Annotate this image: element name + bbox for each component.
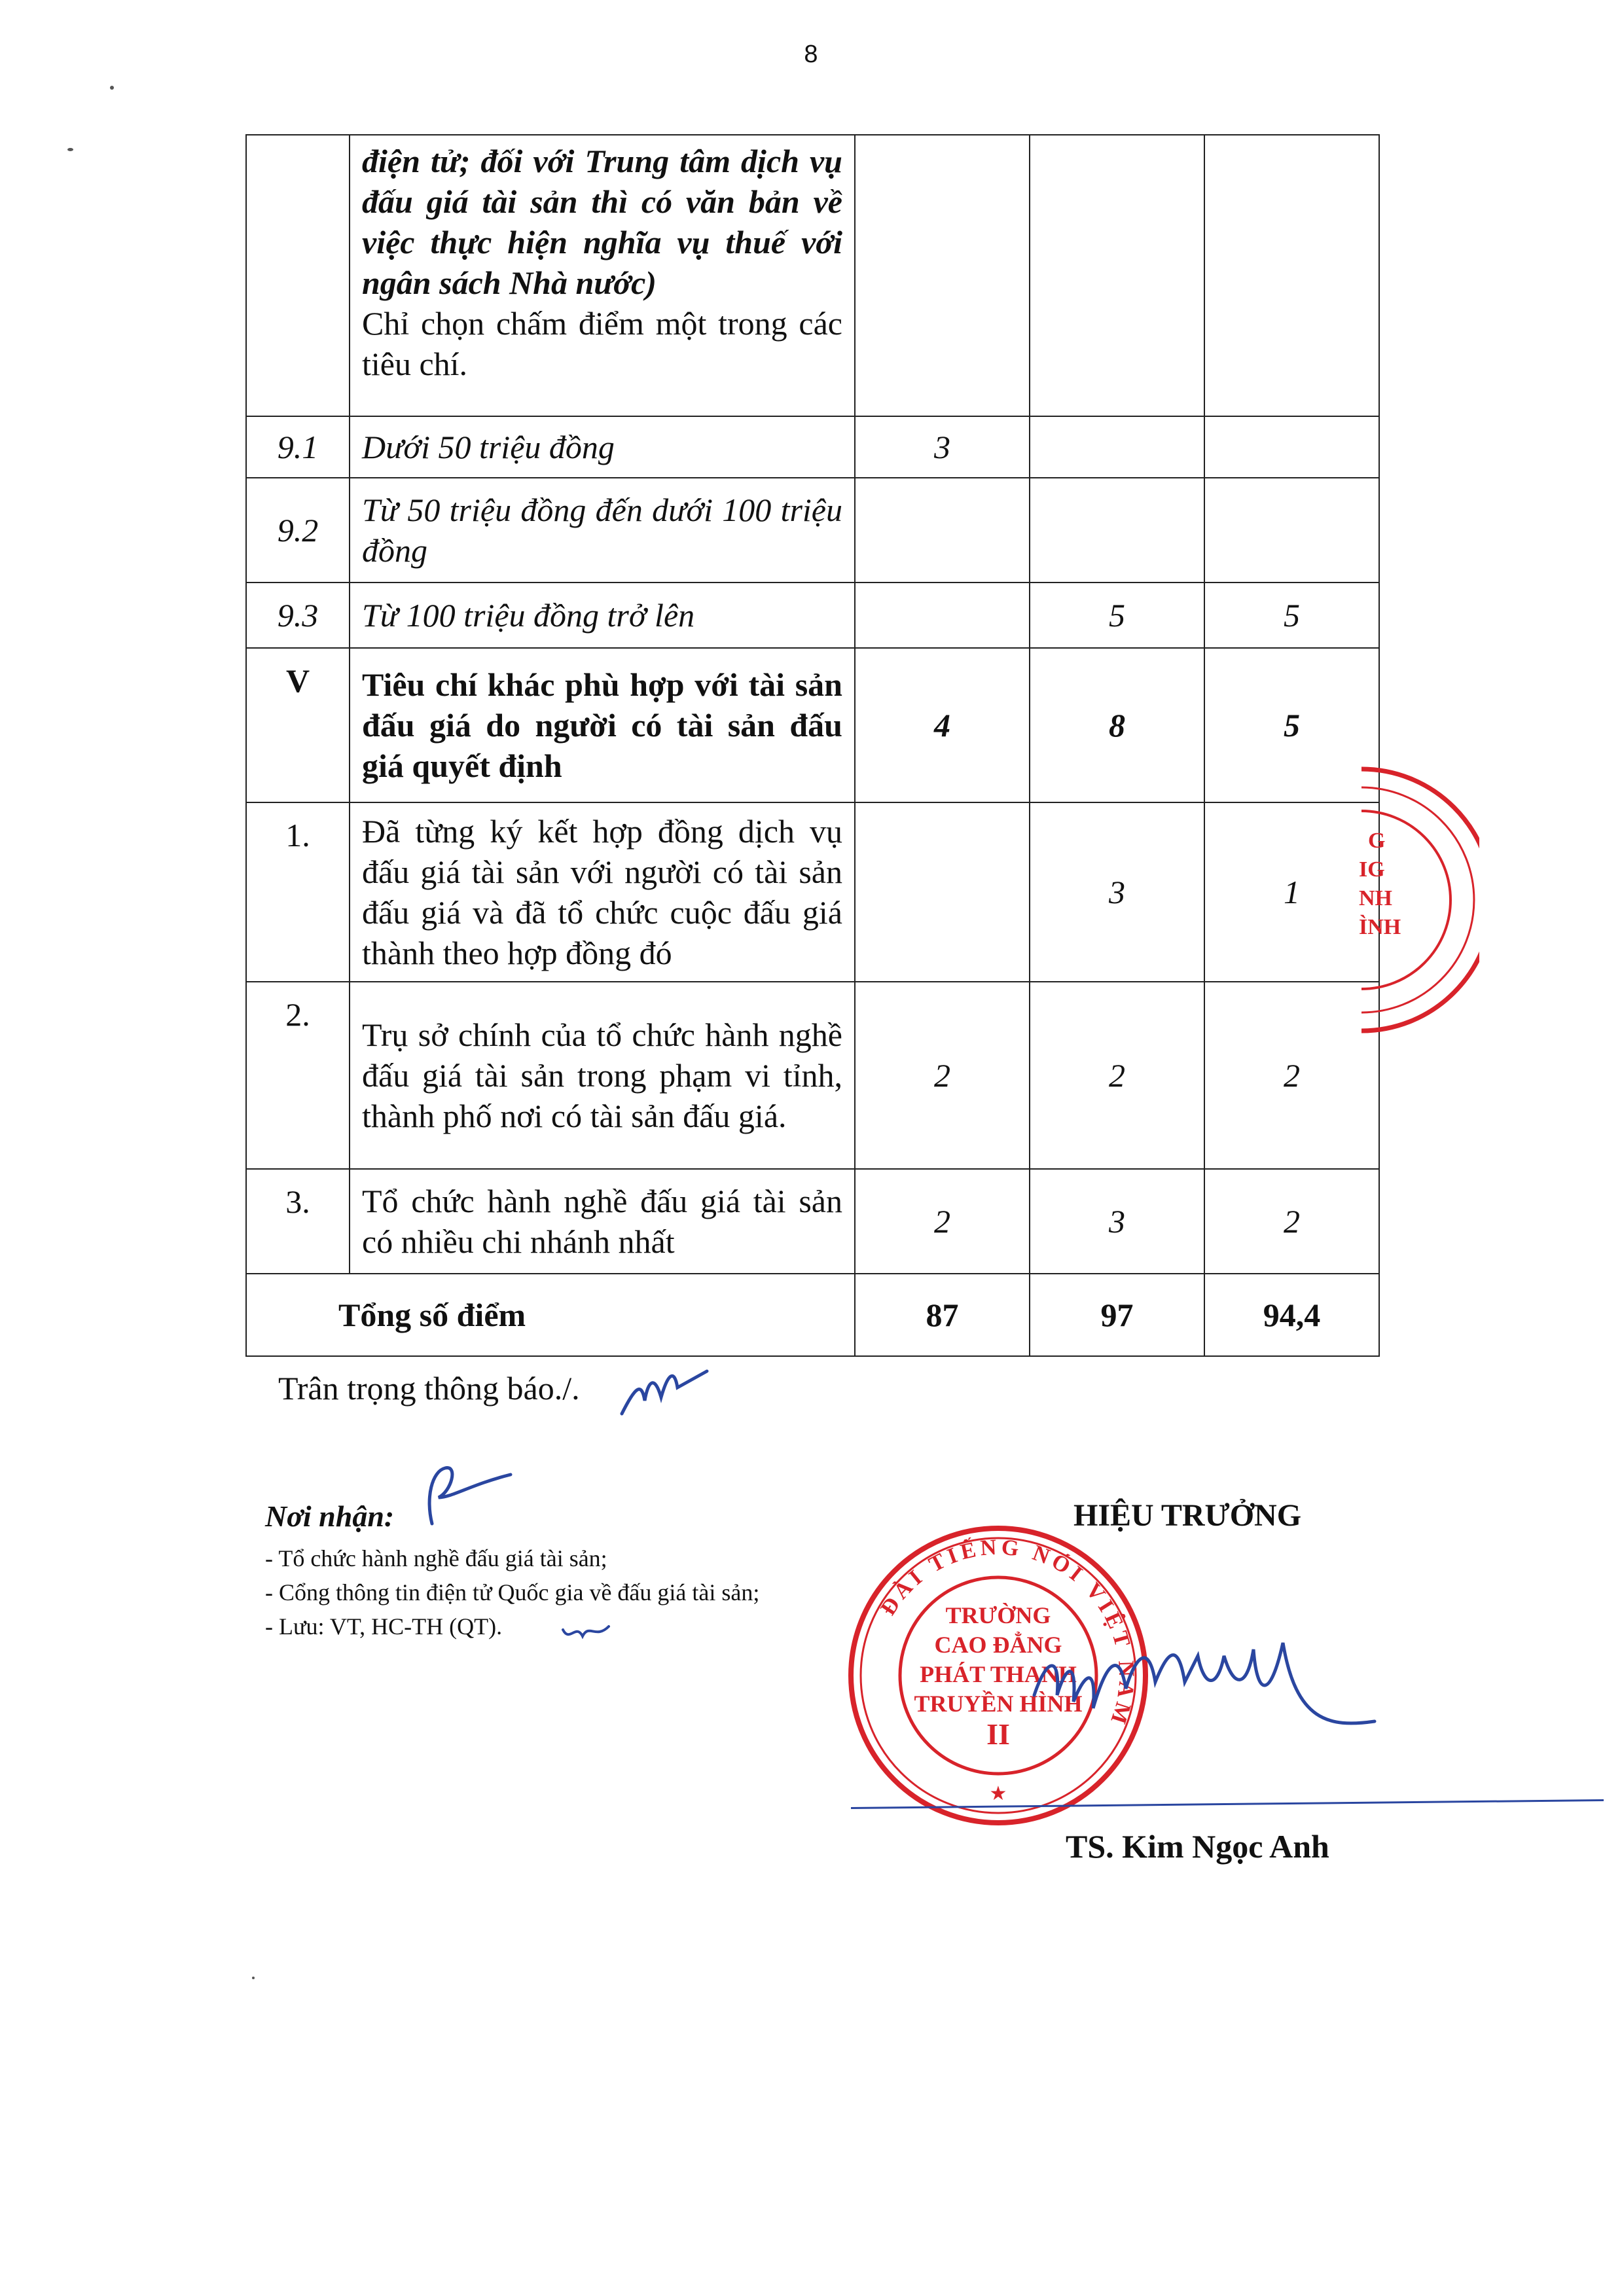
recipient-item: - Tổ chức hành nghề đấu giá tài sản;: [265, 1545, 607, 1571]
table-row: [246, 478, 1379, 583]
score-org-1: 3: [855, 416, 1030, 478]
criterion-cell: [350, 135, 855, 416]
criterion-note: Chỉ chọn chấm điểm một trong các tiêu chí.: [362, 305, 842, 382]
initial-mark: [615, 1361, 713, 1427]
table-row: [246, 982, 1379, 1169]
score-org-3: 1: [1204, 802, 1379, 982]
row-number: 1.: [246, 802, 350, 982]
score-org-1: [855, 583, 1030, 648]
score-org-3: [1204, 135, 1379, 416]
criterion-text: Từ 50 triệu đồng đến dưới 100 triệu đồng: [350, 478, 855, 583]
table-row: [246, 583, 1379, 648]
recipient-item: - Lưu: VT, HC-TH (QT).: [265, 1613, 503, 1640]
section-title: Tiêu chí khác phù hợp với tài sản đấu giá do người có tài sản đấu giá quyết định: [350, 648, 855, 802]
row-number: 9.1: [246, 416, 350, 478]
score-org-2: 8: [1030, 648, 1204, 802]
criterion-text: Dưới 50 triệu đồng: [350, 416, 855, 478]
principal-name: TS. Kim Ngọc Anh: [1066, 1828, 1329, 1865]
total-org-3: 94,4: [1204, 1274, 1379, 1356]
total-org-2: 97: [1030, 1274, 1204, 1356]
criterion-text: Từ 100 triệu đồng trở lên: [350, 583, 855, 648]
row-number: 3.: [246, 1169, 350, 1274]
score-org-2: 2: [1030, 982, 1204, 1169]
score-org-1: 4: [855, 648, 1030, 802]
closing-text: Trân trọng thông báo./.: [278, 1370, 580, 1407]
seal-fragment: G: [1368, 829, 1386, 853]
score-org-2: 5: [1030, 583, 1204, 648]
score-org-2: 3: [1030, 1169, 1204, 1274]
seal-line: II: [986, 1717, 1010, 1751]
section-number: V: [246, 648, 350, 802]
recipient-item: - Cổng thông tin điện tử Quốc gia về đấu giá tài sản;: [265, 1579, 760, 1605]
seal-line: PHÁT THANH: [920, 1661, 1077, 1687]
table-row: [246, 1169, 1379, 1274]
total-org-1: 87: [855, 1274, 1030, 1356]
score-org-1: [855, 135, 1030, 416]
score-org-1: [855, 478, 1030, 583]
score-org-3: 2: [1204, 982, 1379, 1169]
recipients-title: Nơi nhận:: [265, 1499, 395, 1533]
seal-fragment: ÌNH: [1359, 915, 1401, 939]
row-number: 2.: [246, 982, 350, 1169]
seal-line: TRƯỜNG: [945, 1602, 1051, 1628]
score-org-2: [1030, 478, 1204, 583]
table-row: [246, 802, 1379, 982]
total-label: Tổng số điểm: [246, 1274, 855, 1356]
handwritten-signature: [1021, 1617, 1388, 1748]
criterion-text: Trụ sở chính của tổ chức hành nghề đấu giá tài sản trong phạm vi tỉnh, thành phố nơi có tài sản đấu giá.: [350, 982, 855, 1169]
score-org-2: [1030, 135, 1204, 416]
seal-line: TRUYỀN HÌNH: [914, 1691, 1083, 1717]
criterion-text: điện tử; đối với Trung tâm dịch vụ đấu giá tài sản thì có văn bản về việc thực hiện nghĩa vụ thuế với ngân sách Nhà nước): [362, 143, 842, 301]
star-icon: ★: [989, 1783, 1007, 1804]
total-row: [246, 1274, 1379, 1356]
table-row: [246, 135, 1379, 416]
score-org-1: 2: [855, 982, 1030, 1169]
table-row: [246, 416, 1379, 478]
criterion-text: Đã từng ký kết hợp đồng dịch vụ đấu giá tài sản với người có tài sản đấu giá và đã tổ chức cuộc đấu giá thành theo hợp đồng đó: [350, 802, 855, 982]
initial-mark: [412, 1458, 517, 1537]
score-org-1: 2: [855, 1169, 1030, 1274]
seal-fragment: IG: [1359, 857, 1385, 882]
partial-seal: [1335, 756, 1479, 1057]
row-number: 9.3: [246, 583, 350, 648]
score-org-1: [855, 802, 1030, 982]
scan-speck: [67, 148, 73, 151]
score-org-3: [1204, 416, 1379, 478]
score-org-3: 5: [1204, 648, 1379, 802]
row-number: 9.2: [246, 478, 350, 583]
criterion-text: Tổ chức hành nghề đấu giá tài sản có nhiều chi nhánh nhất: [350, 1169, 855, 1274]
initial-mark: [560, 1617, 612, 1649]
principal-title: HIỆU TRƯỞNG: [1073, 1498, 1302, 1533]
seal-ring-text: ĐÀI TIẾNG NÓI VIỆT NAM: [876, 1535, 1139, 1731]
seal-line: CAO ĐẲNG: [934, 1632, 1062, 1658]
score-table: [245, 134, 1380, 1357]
score-org-3: 2: [1204, 1169, 1379, 1274]
score-org-3: [1204, 478, 1379, 583]
scan-speck: [110, 86, 114, 90]
score-org-2: 3: [1030, 802, 1204, 982]
scan-speck: [252, 1977, 255, 1979]
page-number: 8: [804, 41, 818, 68]
score-org-2: [1030, 416, 1204, 478]
seal-fragment: NH: [1359, 886, 1392, 910]
score-org-3: 5: [1204, 583, 1379, 648]
table-row: [246, 648, 1379, 802]
row-number: [246, 135, 350, 416]
